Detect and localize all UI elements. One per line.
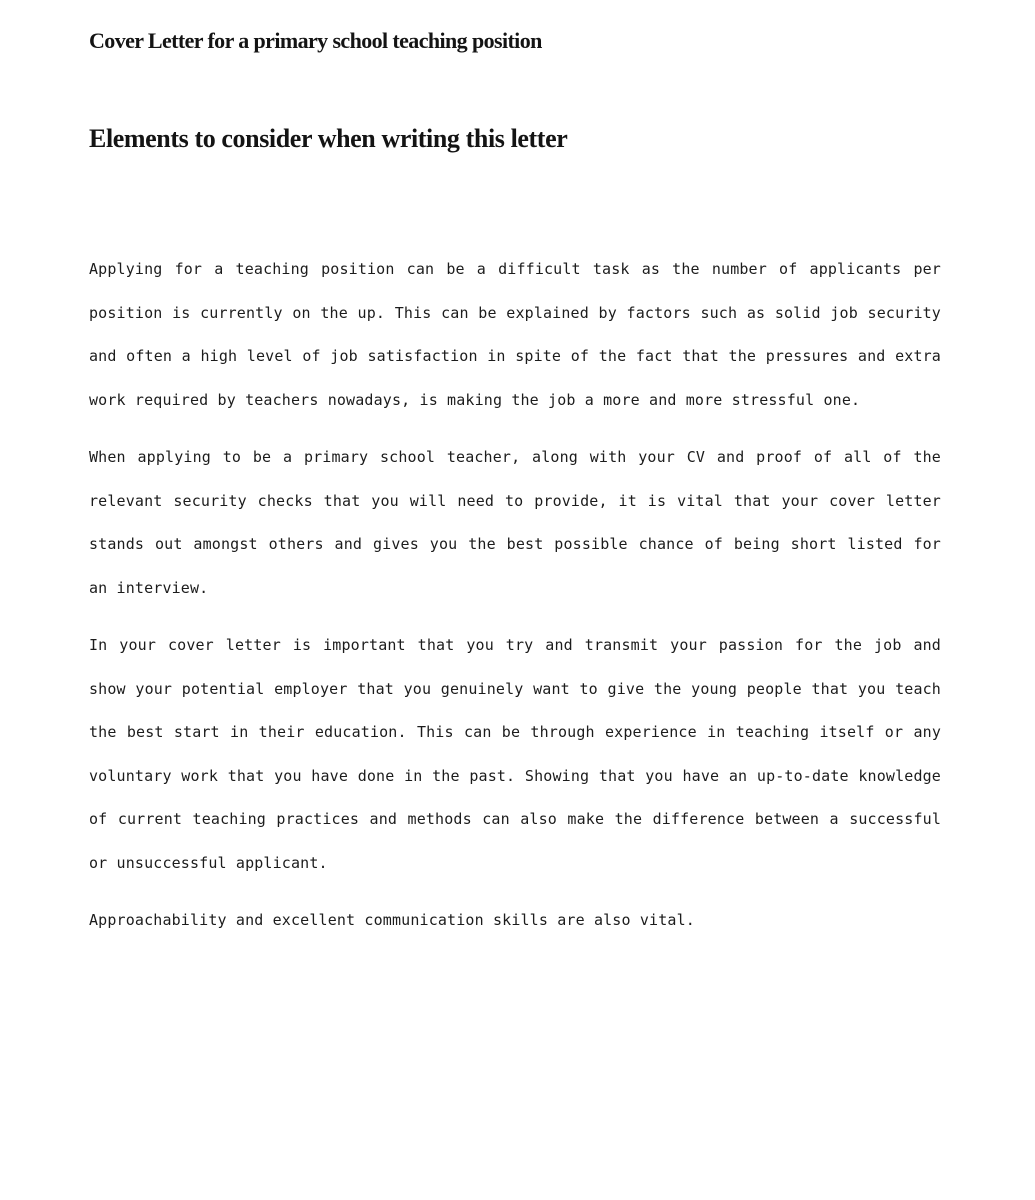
paragraph-intro: Applying for a teaching position can be a difficult task as the number of applicants per position is currently on the up. This can be explained by factors such as solid job security and often a high level of job satisfaction in spite of the fact that the pressures and extra work required by teachers nowadays, is making the job a more and more stressful one.: [89, 260, 941, 409]
body-text: [89, 248, 941, 957]
paragraph-skills: Approachability and excellent communication skills are also vital.: [89, 911, 695, 929]
paragraph-passion: In your cover letter is important that you try and transmit your passion for the job and show your potential employer that you genuinely want to give the young people that you teach the best start in their education. This can be through experience in teaching itself or any voluntary work that you have done in the past. Showing that you have an up-to-date knowledge of current teaching practices and methods can also make the difference between a successful or unsuccessful applicant.: [89, 636, 941, 872]
document-title: Cover Letter for a primary school teaching position: [89, 28, 542, 53]
paragraph-application: When applying to be a primary school teacher, along with your CV and proof of all of the relevant security checks that you will need to provide, it is vital that your cover letter stands out amongst others and gives you the best possible chance of being short listed for an interview.: [89, 448, 941, 597]
section-heading: Elements to consider when writing this letter: [89, 124, 568, 153]
